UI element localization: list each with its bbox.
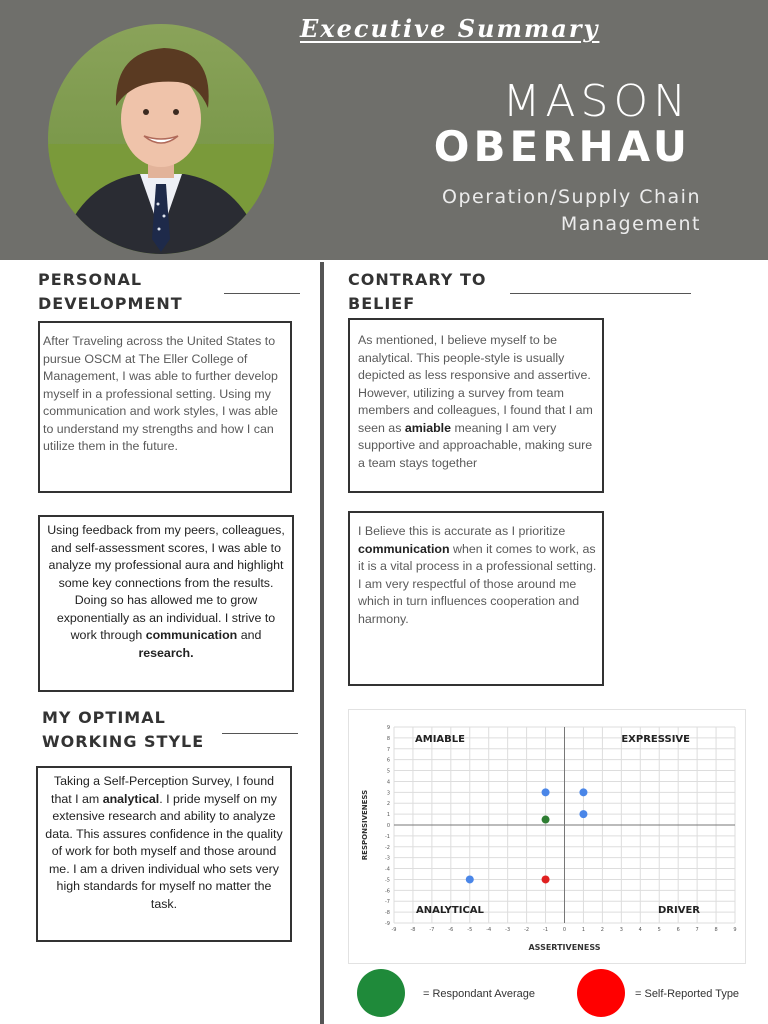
last-name: OBERHAU [433,122,691,171]
bold-keyword: communication [358,541,450,556]
chart-svg [349,710,747,965]
x-tick-label: 6 [676,927,680,933]
x-tick-label: 7 [695,927,699,933]
first-name: MASON [502,76,691,127]
data-point [542,788,550,796]
x-tick-label: -8 [410,927,416,933]
x-tick-label: 8 [714,927,718,933]
heading-rule [510,293,691,294]
personal-development-box-1 [38,321,292,493]
x-tick-label: -2 [524,927,530,933]
y-tick-label: -9 [385,921,390,927]
y-axis-label: RESPONSIVENESS [361,789,369,861]
box-text: and [237,628,262,642]
x-tick-label: -5 [467,927,473,933]
y-tick-label: 2 [386,801,390,808]
y-tick-label: -6 [385,888,390,895]
x-tick-label: -7 [429,927,435,933]
box-text: Taking a Self-Perception Survey, I found that I am [51,774,275,806]
heading-rule [222,733,298,734]
column-divider [320,262,324,1024]
bold-keyword: amiable [404,420,451,435]
box-text: As mentioned, I believe myself to be analytical. This people-style is usually depicted as less responsive and assertive. However, utilizing a survey from team members and colleagues, I found that I am seen as [358,333,593,435]
contrary-heading [348,268,486,316]
quadrant-label-amiable: AMIABLE [415,734,465,745]
y-tick-label: 3 [386,790,390,797]
y-tick-label: 6 [386,757,390,764]
y-tick-label: 0 [386,823,390,829]
x-tick-label: -6 [448,927,454,933]
heading-line: DEVELOPMENT [38,294,183,313]
x-tick-label: -9 [391,927,397,933]
heading-line: MY OPTIMAL [42,708,166,727]
social-style-chart [348,709,746,964]
y-tick-label: -1 [385,833,390,840]
y-tick-label: 1 [386,812,390,819]
x-tick-label: -3 [505,927,511,933]
data-point [542,816,550,824]
working-style-heading [42,706,204,754]
y-tick-label: -5 [385,877,390,884]
x-tick-label: 0 [562,927,567,933]
heading-rule [224,293,300,294]
contrary-box-1 [348,318,604,493]
box-text: meaning I am very supportive and approachable, making sure a team stays together [358,420,593,470]
y-tick-label: 4 [386,779,390,786]
data-point [579,788,587,796]
quadrant-label-analytical: ANALYTICAL [416,905,484,916]
heading-line: CONTRARY TO [348,270,487,289]
y-tick-label: 7 [386,746,390,753]
respondent-average-label: = Respondant Average [423,988,536,1000]
x-tick-label: 5 [657,927,661,933]
box-text: . I pride myself on my extensive research and ability to analyze data. This assures confidence in the quality of work for both myself and those around me. I am a driven individual who sets very high standards for myself no matter the task. [45,791,283,911]
quadrant-label-expressive: EXPRESSIVE [621,734,690,745]
x-tick-label: 9 [733,927,737,933]
x-tick-label: -4 [486,927,492,933]
x-tick-label: 1 [581,927,586,933]
working-style-box [36,766,292,942]
data-point [466,875,474,883]
x-tick-label: -1 [543,927,549,933]
box-text: I Believe this is accurate as I prioritize [358,524,566,538]
y-tick-label: -8 [385,910,390,917]
y-tick-label: 9 [386,725,390,731]
x-tick-label: 4 [638,927,642,933]
x-axis-label: ASSERTIVENESS [528,943,601,952]
respondent-average-swatch [357,969,405,1017]
y-tick-label: 5 [386,768,390,775]
box-text: Using feedback from my peers, colleagues, and self-assessment scores, I was able to analyze my professional aura and highlight some key connections from the results. Doing so has allowed me to grow exponentially as an individual. I strive to work through [47,523,285,642]
personal-development-heading [38,268,183,316]
box-text: After Traveling across the United States to pursue OSCM at The Eller College of Management, I was able to further develop myself in a professional setting. Using my communication and work styles, I was able to understand my strengths and how I can utilize them in the future. [43,334,278,453]
quadrant-label-driver: DRIVER [658,905,700,916]
self-reported-label: = Self-Reported Type [635,988,740,1000]
self-reported-swatch [577,969,625,1017]
y-tick-label: -2 [385,844,390,851]
x-tick-label: 3 [619,927,623,933]
x-tick-label: 2 [600,927,604,933]
y-tick-label: 8 [386,735,390,742]
heading-line: WORKING STYLE [42,732,205,751]
bold-keyword: communication [145,628,238,642]
y-tick-label: -4 [385,866,390,873]
profile-photo [48,24,274,254]
job-title-line2: Management [560,213,701,235]
page-title: Executive Summary [300,14,600,43]
bold-keyword: analytical [102,791,160,806]
data-point [579,810,587,818]
heading-line: PERSONAL [38,270,143,289]
data-point [542,875,550,883]
heading-line: BELIEF [348,294,416,313]
y-tick-label: -3 [385,855,390,862]
personal-development-box-2 [38,515,294,692]
job-title-line1: Operation/Supply Chain [441,186,701,208]
header-banner [0,0,768,260]
y-tick-label: -7 [385,899,390,906]
bold-keyword: research. [138,645,194,660]
contrary-box-2 [348,511,604,686]
box-text: when it comes to work, as it is a vital process in a professional setting. I am very respectful of those around me which in turn influences cooperation and harmony. [358,541,597,626]
